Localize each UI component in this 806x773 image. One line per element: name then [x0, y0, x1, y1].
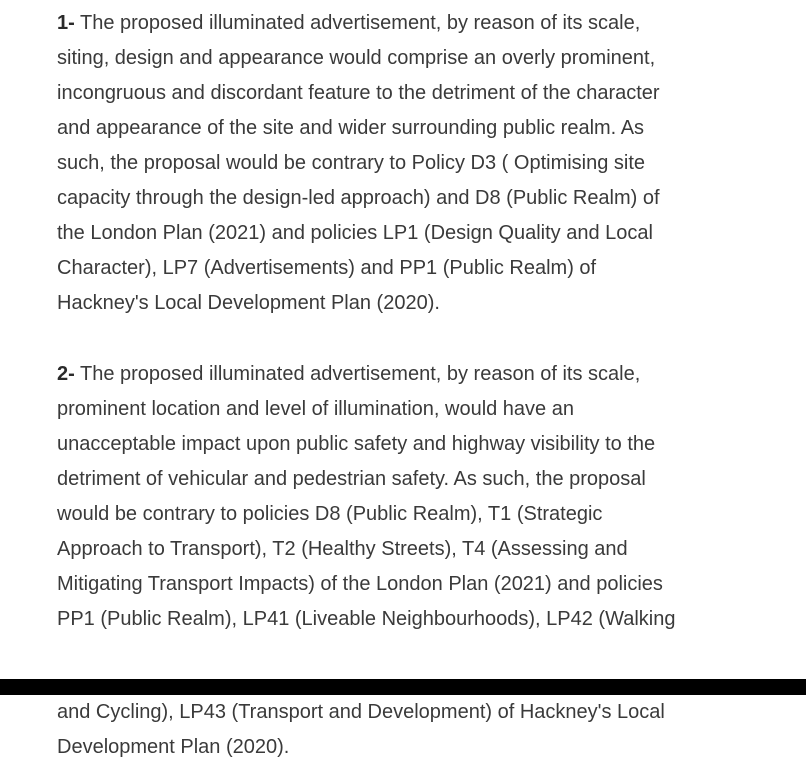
reason-2-paragraph — [57, 357, 757, 637]
reason-2-line-9: and Cycling), LP43 (Transport and Development) of Hackney's Local — [57, 701, 665, 723]
reason-2-line-10: Development Plan (2020). — [57, 736, 290, 758]
reason-2-line-3: unacceptable impact upon public safety and highway visibility to the — [57, 433, 656, 455]
text-line — [57, 357, 757, 392]
reason-2-line-5: would be contrary to policies D8 (Public Realm), T1 (Strategic — [57, 503, 603, 525]
reason-1-line-2: siting, design and appearance would comprise an overly prominent, — [57, 47, 656, 69]
reason-1-line-3: incongruous and discordant feature to the detriment of the character — [57, 82, 660, 104]
reason-2-line-7: Mitigating Transport Impacts) of the London Plan (2021) and policies — [57, 573, 663, 595]
page-break-bar — [0, 679, 806, 695]
reason-2-line-6: Approach to Transport), T2 (Healthy Streets), T4 (Assessing and — [57, 538, 628, 560]
reason-2-line-1: The proposed illuminated advertisement, by reason of its scale, — [74, 363, 641, 385]
reason-2-continuation — [57, 695, 757, 765]
reason-1-line-5: such, the proposal would be contrary to Policy D3 ( Optimising site — [57, 152, 646, 174]
reason-1-line-6: capacity through the design-led approach) and D8 (Public Realm) of — [57, 187, 660, 209]
text-line — [57, 6, 757, 41]
reason-2-line-4: detriment of vehicular and pedestrian safety. As such, the proposal — [57, 468, 646, 490]
reason-1-number: 1- — [57, 12, 75, 34]
reason-1-line-1: The proposed illuminated advertisement, by reason of its scale, — [74, 12, 641, 34]
reason-1-paragraph — [57, 6, 757, 321]
reason-1-line-8: Character), LP7 (Advertisements) and PP1 (Public Realm) of — [57, 257, 597, 279]
reason-1-line-4: and appearance of the site and wider surrounding public realm. As — [57, 117, 645, 139]
reason-2-line-2: prominent location and level of illumination, would have an — [57, 398, 574, 420]
reason-2-number: 2- — [57, 363, 75, 385]
reason-1-line-7: the London Plan (2021) and policies LP1 (Design Quality and Local — [57, 222, 653, 244]
reason-1-line-9: Hackney's Local Development Plan (2020). — [57, 292, 440, 314]
reason-2-line-8: PP1 (Public Realm), LP41 (Liveable Neighbourhoods), LP42 (Walking — [57, 608, 676, 630]
